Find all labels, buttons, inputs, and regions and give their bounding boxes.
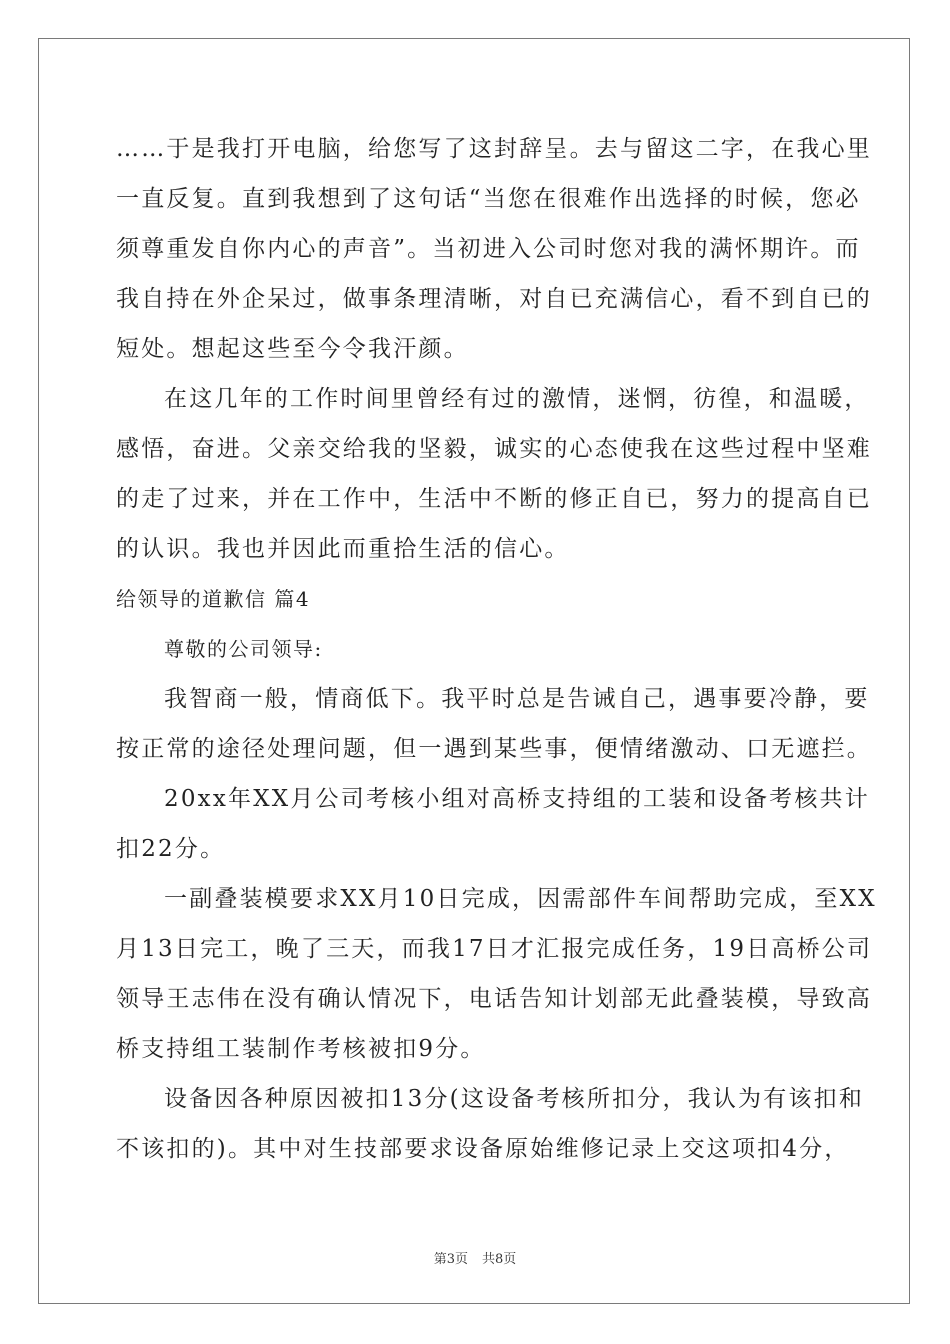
text-line: 我自持在外企呆过，做事条理清晰，对自已充满信心，看不到自已的 — [116, 286, 872, 312]
text-line: 须尊重发自你内心的声音”。当初进入公司时您对我的满怀期许。而 — [116, 236, 861, 262]
text-line: 的认识。我也并因此而重拾生活的信心。 — [116, 536, 570, 562]
paragraph-start: 在这几年的工作时间里曾经有过的激情，迷惘，彷徨，和温暖， — [164, 386, 870, 412]
paragraph-start: 我智商一般，情商低下。我平时总是告诫自己，遇事要冷静，要 — [164, 686, 870, 712]
text-line: ……于是我打开电脑，给您写了这封辞呈。去与留这二字，在我心里 — [116, 136, 872, 162]
page-number: 第3页 — [433, 1252, 468, 1267]
salutation: 尊敬的公司领导: — [164, 637, 323, 661]
paragraph-start: 一副叠装模要求XX月10日完成，因需部件车间帮助完成，至XX — [164, 886, 877, 912]
text-line: 领导王志伟在没有确认情况下，电话告知计划部无此叠装模，导致高 — [116, 986, 872, 1012]
page-border — [38, 38, 910, 1304]
text-line: 月13日完工，晚了三天，而我17日才汇报完成任务，19日高桥公司 — [116, 936, 873, 962]
text-line: 扣22分。 — [116, 836, 226, 862]
total-pages: 共8页 — [482, 1252, 517, 1267]
text-line: 桥支持组工装制作考核被扣9分。 — [116, 1036, 486, 1062]
paragraph-start: 20xx年XX月公司考核小组对高桥支持组的工装和设备考核共计 — [164, 786, 870, 812]
page-footer — [0, 1248, 950, 1267]
section-heading: 给领导的道歉信 篇4 — [116, 587, 311, 611]
text-line: 不该扣的)。其中对生技部要求设备原始维修记录上交这项扣4分， — [116, 1136, 850, 1162]
paragraph-start: 设备因各种原因被扣13分(这设备考核所扣分，我认为有该扣和 — [164, 1086, 865, 1112]
text-line: 短处。想起这些至今令我汗颜。 — [116, 336, 469, 362]
text-line: 的走了过来，并在工作中，生活中不断的修正自已，努力的提高自已 — [116, 486, 872, 512]
text-line: 感悟，奋进。父亲交给我的坚毅，诚实的心态使我在这些过程中坚难 — [116, 436, 872, 462]
text-line: 一直反复。直到我想到了这句话“当您在很难作出选择的时候，您必 — [116, 186, 861, 212]
text-line: 按正常的途径处理问题，但一遇到某些事，便情绪激动、口无遮拦。 — [116, 736, 872, 762]
